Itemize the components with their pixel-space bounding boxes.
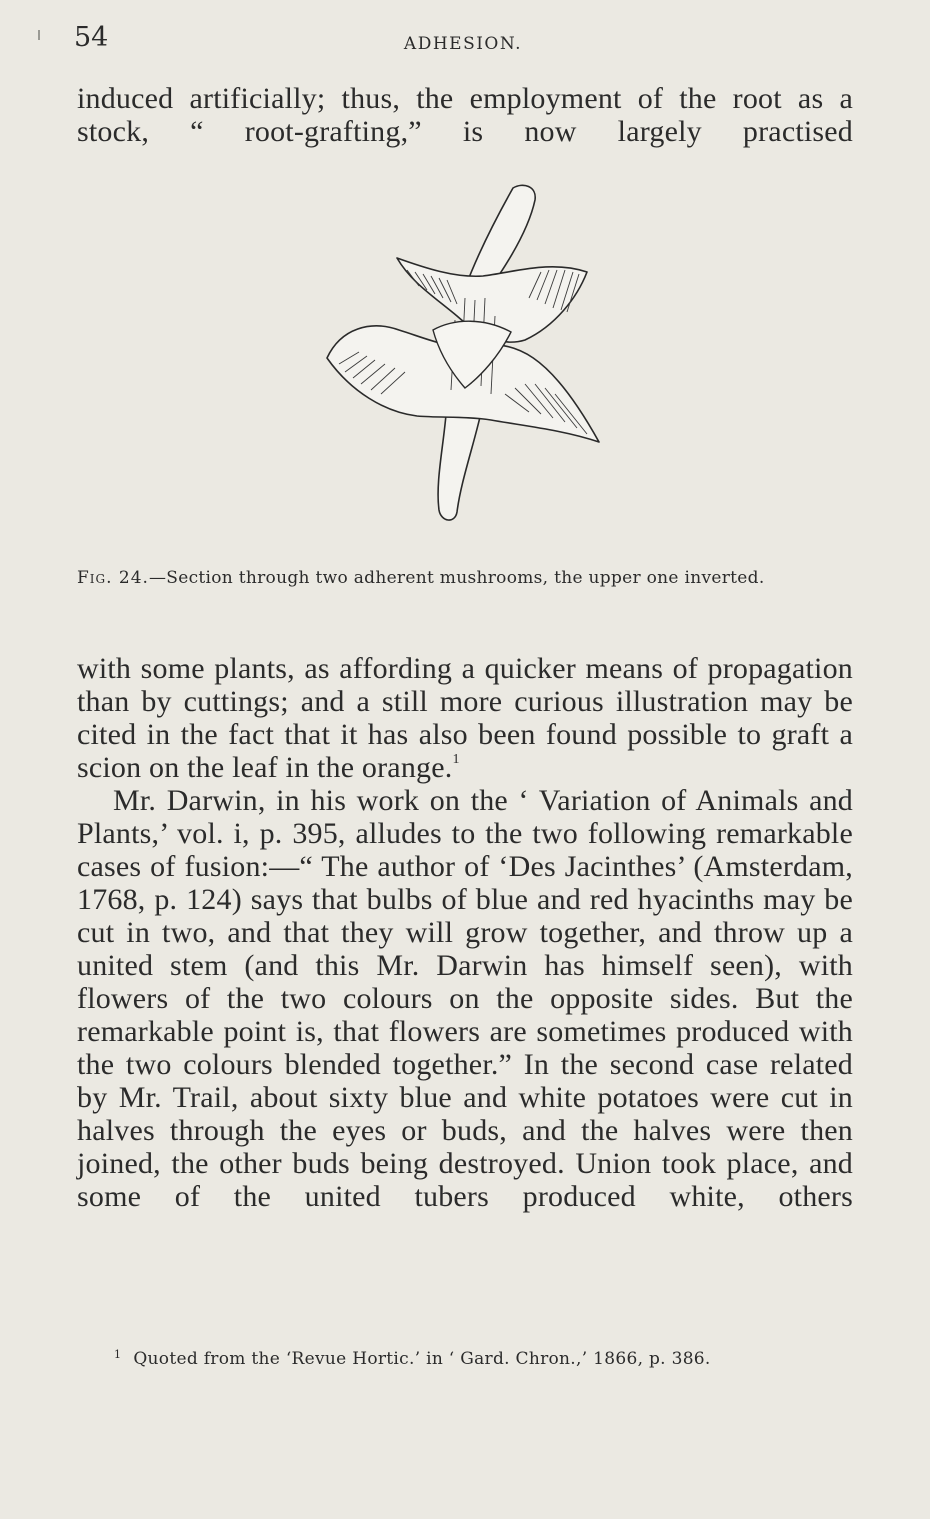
paragraph-1-text: with some plants, as affording a quicker means of propagation than by cuttings; and a still more curious illustration may be cited in the fact that it has also been found possible to graft a scion on the leaf in the orange. xyxy=(77,652,853,784)
figure-mushroom-section xyxy=(315,180,605,525)
margin-mark xyxy=(38,30,40,40)
mushroom-illustration xyxy=(315,180,605,525)
footnote xyxy=(114,1348,854,1370)
figure-caption xyxy=(77,568,851,589)
footnote-marker: 1 xyxy=(114,1348,122,1361)
lower-stem xyxy=(438,402,483,520)
caption-text: —Section through two adherent mushrooms, the upper one inverted. xyxy=(148,568,765,588)
footnote-reference: 1 xyxy=(452,752,460,767)
page-number: 54 xyxy=(74,22,109,53)
paragraph-2: Mr. Darwin, in his work on the ‘ Variation of Animals and Plants,’ vol. i, p. 395, alludes to the two following remarkable cases of fusion:—“ The author of ‘Des Jacinthes’ (Amsterdam, 1768, p. 124) says that bulbs of blue and red hyacinths may be cut in two, and that they will grow together, and throw up a united stem (and this Mr. Darwin has himself seen), with flowers of the two colours on the opposite sides. But the remarkable point is, that flowers are sometimes produced with the two colours blended together.” In the second case related by Mr. Trail, about sixty blue and white potatoes were cut in halves through the eyes or buds, and the halves were then joined, the other buds being destroyed. Union took place, and some of the united tubers produced white, others xyxy=(77,784,853,1213)
top-paragraph: induced artificially; thus, the employment of the root as a stock, “ root-grafting,” is now largely practised xyxy=(77,82,853,148)
paragraph-1 xyxy=(77,652,853,784)
main-text xyxy=(77,652,853,1213)
figure-label: Fig. 24. xyxy=(77,568,149,588)
footnote-text: Quoted from the ‘Revue Hortic.’ in ‘ Gard. Chron.,’ 1866, p. 386. xyxy=(133,1349,711,1369)
running-head xyxy=(74,22,852,62)
running-title: ADHESION. xyxy=(403,34,523,54)
